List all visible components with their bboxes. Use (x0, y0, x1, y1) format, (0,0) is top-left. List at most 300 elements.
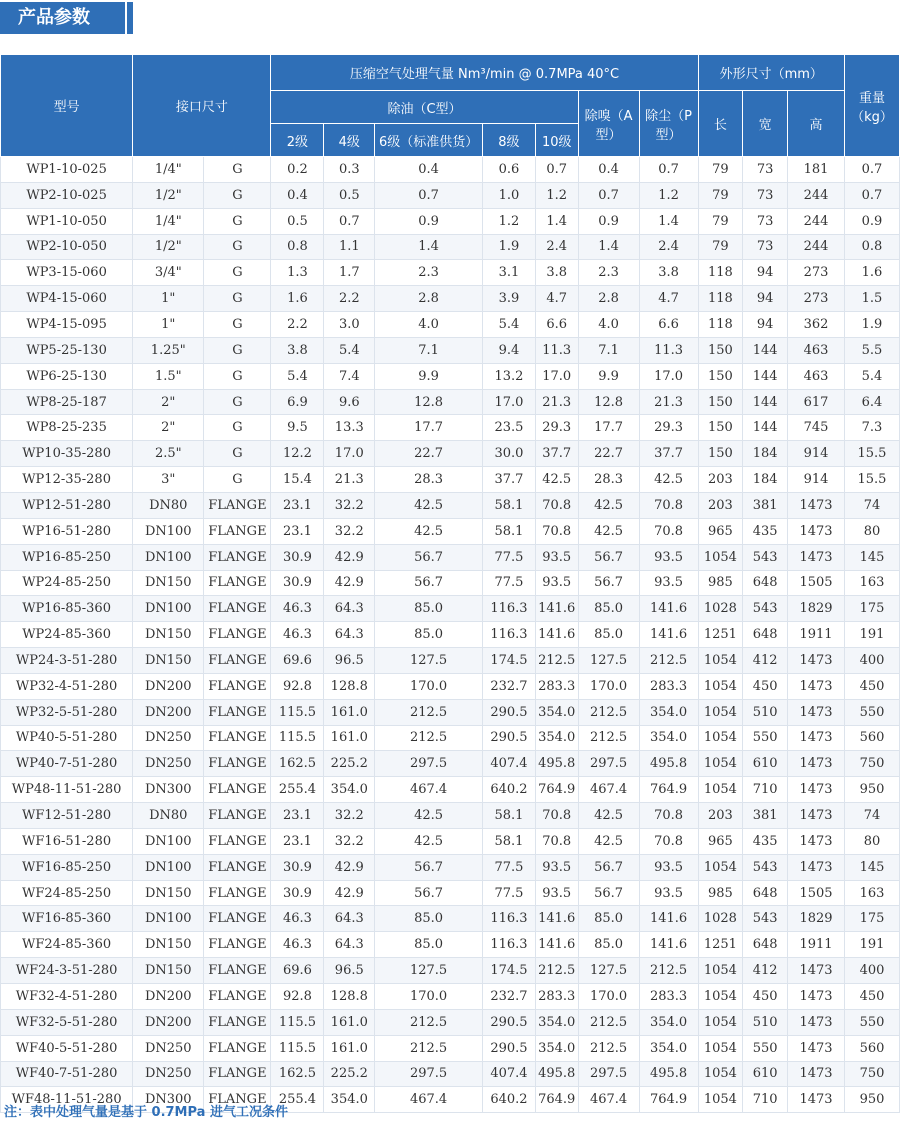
cell-port-size: DN100 (133, 854, 204, 880)
cell-oil-8: 290.5 (482, 1009, 535, 1035)
cell-port-size: 1.5" (133, 363, 204, 389)
cell-port-type: G (204, 363, 271, 389)
cell-length: 1054 (698, 854, 743, 880)
cell-oil-4: 161.0 (324, 1009, 375, 1035)
cell-width: 144 (743, 415, 788, 441)
cell-oil-4: 0.3 (324, 157, 375, 183)
cell-oil-8: 0.6 (482, 157, 535, 183)
cell-length: 79 (698, 234, 743, 260)
cell-oil-8: 407.4 (482, 1061, 535, 1087)
cell-oil-2: 115.5 (271, 699, 324, 725)
section-title-bar (0, 0, 900, 38)
cell-dust: 354.0 (639, 725, 698, 751)
cell-length: 150 (698, 337, 743, 363)
cell-oil-2: 23.1 (271, 492, 324, 518)
cell-length: 965 (698, 518, 743, 544)
header-oil-level: 4级 (324, 124, 375, 157)
cell-width: 73 (743, 234, 788, 260)
cell-port-size: DN250 (133, 1035, 204, 1061)
cell-oil-10: 212.5 (535, 648, 578, 674)
cell-model: WP16-51-280 (1, 518, 133, 544)
cell-dust: 4.7 (639, 286, 698, 312)
cell-port-type: G (204, 286, 271, 312)
cell-model: WP4-15-060 (1, 286, 133, 312)
cell-oil-6: 170.0 (375, 673, 483, 699)
cell-oil-2: 46.3 (271, 622, 324, 648)
cell-weight: 750 (844, 751, 899, 777)
cell-weight: 1.9 (844, 312, 899, 338)
cell-oil-4: 42.9 (324, 544, 375, 570)
header-dust: 除尘（P型） (639, 91, 698, 157)
header-odor: 除嗅（A型） (578, 91, 639, 157)
cell-width: 412 (743, 648, 788, 674)
cell-dust: 283.3 (639, 673, 698, 699)
cell-oil-2: 92.8 (271, 673, 324, 699)
cell-oil-6: 212.5 (375, 725, 483, 751)
cell-oil-6: 9.9 (375, 363, 483, 389)
cell-port-type: FLANGE (204, 1009, 271, 1035)
table-row (1, 1009, 900, 1035)
cell-model: WP16-85-360 (1, 596, 133, 622)
cell-width: 610 (743, 1061, 788, 1087)
cell-dust: 141.6 (639, 596, 698, 622)
cell-oil-4: 32.2 (324, 518, 375, 544)
table-row (1, 260, 900, 286)
cell-length: 203 (698, 467, 743, 493)
cell-port-size: DN150 (133, 932, 204, 958)
table-row (1, 596, 900, 622)
cell-height: 1911 (788, 932, 845, 958)
cell-oil-8: 77.5 (482, 880, 535, 906)
cell-weight: 7.3 (844, 415, 899, 441)
cell-odor: 212.5 (578, 1035, 639, 1061)
cell-oil-6: 28.3 (375, 467, 483, 493)
cell-oil-2: 15.4 (271, 467, 324, 493)
cell-port-size: 1/2" (133, 234, 204, 260)
cell-oil-10: 6.6 (535, 312, 578, 338)
cell-oil-4: 2.2 (324, 286, 375, 312)
cell-dust: 70.8 (639, 492, 698, 518)
cell-model: WP40-7-51-280 (1, 751, 133, 777)
cell-height: 362 (788, 312, 845, 338)
cell-odor: 56.7 (578, 544, 639, 570)
table-row (1, 648, 900, 674)
cell-length: 79 (698, 182, 743, 208)
cell-port-type: FLANGE (204, 673, 271, 699)
header-oil-level: 8级 (482, 124, 535, 157)
cell-oil-8: 232.7 (482, 984, 535, 1010)
cell-odor: 56.7 (578, 570, 639, 596)
cell-oil-4: 64.3 (324, 622, 375, 648)
cell-length: 1054 (698, 751, 743, 777)
cell-width: 73 (743, 157, 788, 183)
cell-oil-6: 42.5 (375, 492, 483, 518)
cell-width: 435 (743, 518, 788, 544)
cell-dust: 495.8 (639, 751, 698, 777)
cell-port-size: DN150 (133, 880, 204, 906)
cell-dust: 70.8 (639, 518, 698, 544)
cell-weight: 1.5 (844, 286, 899, 312)
cell-weight: 74 (844, 492, 899, 518)
cell-model: WF24-85-250 (1, 880, 133, 906)
cell-port-type: FLANGE (204, 880, 271, 906)
header-port: 接口尺寸 (133, 55, 271, 157)
cell-width: 144 (743, 389, 788, 415)
cell-oil-10: 2.4 (535, 234, 578, 260)
cell-oil-8: 290.5 (482, 699, 535, 725)
cell-oil-10: 21.3 (535, 389, 578, 415)
cell-length: 1251 (698, 622, 743, 648)
cell-odor: 212.5 (578, 725, 639, 751)
cell-weight: 74 (844, 803, 899, 829)
cell-port-size: DN150 (133, 958, 204, 984)
cell-port-size: DN300 (133, 1087, 204, 1113)
cell-oil-6: 0.9 (375, 208, 483, 234)
cell-port-type: G (204, 337, 271, 363)
cell-oil-8: 58.1 (482, 803, 535, 829)
cell-weight: 5.5 (844, 337, 899, 363)
cell-weight: 80 (844, 828, 899, 854)
cell-oil-6: 56.7 (375, 854, 483, 880)
cell-port-size: 2" (133, 389, 204, 415)
cell-model: WP12-35-280 (1, 467, 133, 493)
cell-length: 1251 (698, 932, 743, 958)
title-accent-bar (127, 2, 133, 34)
cell-oil-10: 283.3 (535, 984, 578, 1010)
cell-port-type: FLANGE (204, 803, 271, 829)
cell-port-size: 1/2" (133, 182, 204, 208)
cell-oil-8: 116.3 (482, 932, 535, 958)
header-dimension-group: 外形尺寸（mm） (698, 55, 844, 91)
cell-port-size: DN250 (133, 751, 204, 777)
cell-oil-6: 42.5 (375, 828, 483, 854)
cell-odor: 42.5 (578, 518, 639, 544)
cell-model: WP6-25-130 (1, 363, 133, 389)
cell-oil-2: 46.3 (271, 596, 324, 622)
cell-weight: 191 (844, 622, 899, 648)
cell-oil-10: 93.5 (535, 854, 578, 880)
cell-odor: 170.0 (578, 673, 639, 699)
cell-oil-2: 30.9 (271, 570, 324, 596)
cell-oil-4: 42.9 (324, 854, 375, 880)
cell-oil-6: 4.0 (375, 312, 483, 338)
cell-width: 710 (743, 1087, 788, 1113)
cell-oil-2: 12.2 (271, 441, 324, 467)
cell-width: 73 (743, 182, 788, 208)
cell-weight: 560 (844, 725, 899, 751)
header-oil-level: 2级 (271, 124, 324, 157)
cell-height: 1473 (788, 1061, 845, 1087)
cell-port-size: DN150 (133, 622, 204, 648)
cell-dust: 0.7 (639, 157, 698, 183)
cell-length: 985 (698, 570, 743, 596)
cell-dust: 93.5 (639, 854, 698, 880)
cell-dust: 70.8 (639, 828, 698, 854)
cell-oil-6: 127.5 (375, 648, 483, 674)
cell-length: 1028 (698, 906, 743, 932)
cell-model: WP2-10-050 (1, 234, 133, 260)
table-row (1, 984, 900, 1010)
table-row (1, 441, 900, 467)
cell-model: WF24-3-51-280 (1, 958, 133, 984)
cell-model: WP2-10-025 (1, 182, 133, 208)
cell-weight: 550 (844, 699, 899, 725)
cell-height: 463 (788, 337, 845, 363)
cell-oil-10: 3.8 (535, 260, 578, 286)
cell-oil-4: 7.4 (324, 363, 375, 389)
cell-port-size: DN100 (133, 828, 204, 854)
cell-oil-10: 0.7 (535, 157, 578, 183)
cell-oil-10: 37.7 (535, 441, 578, 467)
cell-model: WF40-5-51-280 (1, 1035, 133, 1061)
table-row (1, 208, 900, 234)
cell-oil-4: 96.5 (324, 958, 375, 984)
cell-width: 94 (743, 312, 788, 338)
cell-length: 1054 (698, 1061, 743, 1087)
cell-dust: 3.8 (639, 260, 698, 286)
cell-width: 435 (743, 828, 788, 854)
cell-length: 1054 (698, 1087, 743, 1113)
cell-oil-4: 225.2 (324, 1061, 375, 1087)
cell-oil-2: 5.4 (271, 363, 324, 389)
cell-odor: 56.7 (578, 854, 639, 880)
cell-odor: 22.7 (578, 441, 639, 467)
table-row (1, 312, 900, 338)
cell-oil-4: 64.3 (324, 906, 375, 932)
cell-length: 1054 (698, 1035, 743, 1061)
cell-height: 273 (788, 260, 845, 286)
cell-weight: 560 (844, 1035, 899, 1061)
cell-oil-4: 128.8 (324, 673, 375, 699)
cell-weight: 0.8 (844, 234, 899, 260)
table-row (1, 570, 900, 596)
cell-oil-8: 116.3 (482, 596, 535, 622)
cell-port-size: DN100 (133, 544, 204, 570)
cell-dust: 1.4 (639, 208, 698, 234)
cell-oil-8: 640.2 (482, 1087, 535, 1113)
cell-model: WF16-51-280 (1, 828, 133, 854)
cell-dust: 93.5 (639, 544, 698, 570)
cell-height: 244 (788, 234, 845, 260)
cell-oil-6: 1.4 (375, 234, 483, 260)
cell-port-size: DN80 (133, 803, 204, 829)
cell-oil-2: 0.2 (271, 157, 324, 183)
cell-port-type: FLANGE (204, 622, 271, 648)
cell-odor: 2.8 (578, 286, 639, 312)
cell-height: 244 (788, 208, 845, 234)
cell-length: 150 (698, 363, 743, 389)
cell-odor: 85.0 (578, 596, 639, 622)
cell-port-type: G (204, 157, 271, 183)
cell-oil-4: 17.0 (324, 441, 375, 467)
cell-oil-4: 32.2 (324, 828, 375, 854)
cell-port-type: FLANGE (204, 1035, 271, 1061)
section-title: 产品参数 (0, 2, 125, 34)
cell-oil-6: 56.7 (375, 570, 483, 596)
cell-odor: 0.7 (578, 182, 639, 208)
cell-oil-8: 5.4 (482, 312, 535, 338)
cell-oil-2: 30.9 (271, 880, 324, 906)
cell-oil-8: 1.2 (482, 208, 535, 234)
cell-weight: 0.7 (844, 182, 899, 208)
cell-oil-10: 764.9 (535, 1087, 578, 1113)
cell-width: 610 (743, 751, 788, 777)
cell-oil-10: 70.8 (535, 828, 578, 854)
cell-oil-8: 116.3 (482, 906, 535, 932)
cell-width: 73 (743, 208, 788, 234)
table-row (1, 1035, 900, 1061)
cell-odor: 212.5 (578, 699, 639, 725)
cell-oil-4: 0.7 (324, 208, 375, 234)
cell-oil-8: 9.4 (482, 337, 535, 363)
cell-model: WF40-7-51-280 (1, 1061, 133, 1087)
cell-dust: 141.6 (639, 622, 698, 648)
cell-oil-8: 232.7 (482, 673, 535, 699)
cell-length: 1054 (698, 699, 743, 725)
cell-length: 150 (698, 441, 743, 467)
cell-weight: 0.7 (844, 157, 899, 183)
cell-model: WP10-35-280 (1, 441, 133, 467)
cell-odor: 297.5 (578, 751, 639, 777)
cell-height: 1473 (788, 492, 845, 518)
cell-height: 1473 (788, 984, 845, 1010)
cell-oil-6: 85.0 (375, 906, 483, 932)
cell-oil-4: 64.3 (324, 596, 375, 622)
cell-weight: 145 (844, 544, 899, 570)
cell-oil-10: 29.3 (535, 415, 578, 441)
cell-oil-8: 116.3 (482, 622, 535, 648)
cell-oil-2: 69.6 (271, 648, 324, 674)
footnote: 注：表中处理气量是基于 0.7MPa 进气工况条件 (4, 1105, 288, 1120)
cell-oil-10: 1.2 (535, 182, 578, 208)
cell-model: WP48-11-51-280 (1, 777, 133, 803)
cell-oil-2: 0.8 (271, 234, 324, 260)
cell-width: 450 (743, 673, 788, 699)
cell-model: WF12-51-280 (1, 803, 133, 829)
cell-odor: 0.9 (578, 208, 639, 234)
cell-oil-2: 162.5 (271, 751, 324, 777)
cell-height: 244 (788, 182, 845, 208)
cell-width: 381 (743, 803, 788, 829)
cell-oil-4: 161.0 (324, 725, 375, 751)
cell-width: 510 (743, 699, 788, 725)
cell-length: 79 (698, 208, 743, 234)
cell-oil-10: 42.5 (535, 467, 578, 493)
cell-width: 510 (743, 1009, 788, 1035)
cell-oil-6: 127.5 (375, 958, 483, 984)
cell-model: WP8-25-235 (1, 415, 133, 441)
cell-oil-6: 22.7 (375, 441, 483, 467)
cell-oil-8: 77.5 (482, 570, 535, 596)
cell-dust: 354.0 (639, 1035, 698, 1061)
cell-length: 1054 (698, 673, 743, 699)
cell-oil-2: 30.9 (271, 854, 324, 880)
cell-dust: 93.5 (639, 880, 698, 906)
cell-width: 144 (743, 363, 788, 389)
table-row (1, 389, 900, 415)
cell-weight: 163 (844, 570, 899, 596)
cell-model: WP24-3-51-280 (1, 648, 133, 674)
cell-oil-4: 32.2 (324, 803, 375, 829)
table-row (1, 1061, 900, 1087)
table-row (1, 622, 900, 648)
cell-height: 745 (788, 415, 845, 441)
cell-oil-10: 764.9 (535, 777, 578, 803)
cell-port-type: FLANGE (204, 725, 271, 751)
cell-model: WP1-10-025 (1, 157, 133, 183)
cell-port-size: 3/4" (133, 260, 204, 286)
cell-port-type: FLANGE (204, 699, 271, 725)
table-row (1, 699, 900, 725)
cell-width: 648 (743, 880, 788, 906)
cell-odor: 42.5 (578, 828, 639, 854)
cell-oil-8: 1.9 (482, 234, 535, 260)
cell-weight: 15.5 (844, 467, 899, 493)
cell-odor: 212.5 (578, 1009, 639, 1035)
cell-port-size: 1" (133, 286, 204, 312)
cell-odor: 170.0 (578, 984, 639, 1010)
cell-port-size: DN300 (133, 777, 204, 803)
cell-width: 381 (743, 492, 788, 518)
cell-model: WP24-85-250 (1, 570, 133, 596)
cell-width: 94 (743, 286, 788, 312)
cell-oil-6: 85.0 (375, 932, 483, 958)
cell-oil-6: 467.4 (375, 777, 483, 803)
cell-port-size: DN250 (133, 1061, 204, 1087)
cell-oil-4: 354.0 (324, 777, 375, 803)
header-length: 长 (698, 91, 743, 157)
cell-odor: 28.3 (578, 467, 639, 493)
header-height: 高 (788, 91, 845, 157)
cell-weight: 400 (844, 958, 899, 984)
cell-port-type: G (204, 467, 271, 493)
cell-oil-8: 37.7 (482, 467, 535, 493)
table-row (1, 880, 900, 906)
cell-oil-6: 42.5 (375, 518, 483, 544)
cell-port-type: FLANGE (204, 570, 271, 596)
cell-model: WF16-85-250 (1, 854, 133, 880)
cell-oil-6: 56.7 (375, 880, 483, 906)
cell-port-size: DN100 (133, 596, 204, 622)
cell-dust: 1.2 (639, 182, 698, 208)
cell-oil-4: 32.2 (324, 492, 375, 518)
cell-oil-4: 161.0 (324, 699, 375, 725)
cell-model: WP3-15-060 (1, 260, 133, 286)
cell-dust: 283.3 (639, 984, 698, 1010)
cell-width: 648 (743, 932, 788, 958)
table-row (1, 932, 900, 958)
cell-height: 1911 (788, 622, 845, 648)
cell-odor: 56.7 (578, 880, 639, 906)
cell-length: 150 (698, 389, 743, 415)
cell-height: 1473 (788, 958, 845, 984)
cell-length: 1028 (698, 596, 743, 622)
cell-weight: 15.5 (844, 441, 899, 467)
cell-oil-8: 17.0 (482, 389, 535, 415)
header-oil-level: 10级 (535, 124, 578, 157)
cell-height: 1473 (788, 1009, 845, 1035)
cell-height: 1473 (788, 803, 845, 829)
cell-oil-10: 212.5 (535, 958, 578, 984)
cell-port-type: FLANGE (204, 544, 271, 570)
cell-dust: 17.0 (639, 363, 698, 389)
cell-oil-6: 170.0 (375, 984, 483, 1010)
cell-port-type: FLANGE (204, 854, 271, 880)
cell-port-type: FLANGE (204, 958, 271, 984)
cell-port-type: FLANGE (204, 906, 271, 932)
cell-odor: 12.8 (578, 389, 639, 415)
cell-height: 617 (788, 389, 845, 415)
